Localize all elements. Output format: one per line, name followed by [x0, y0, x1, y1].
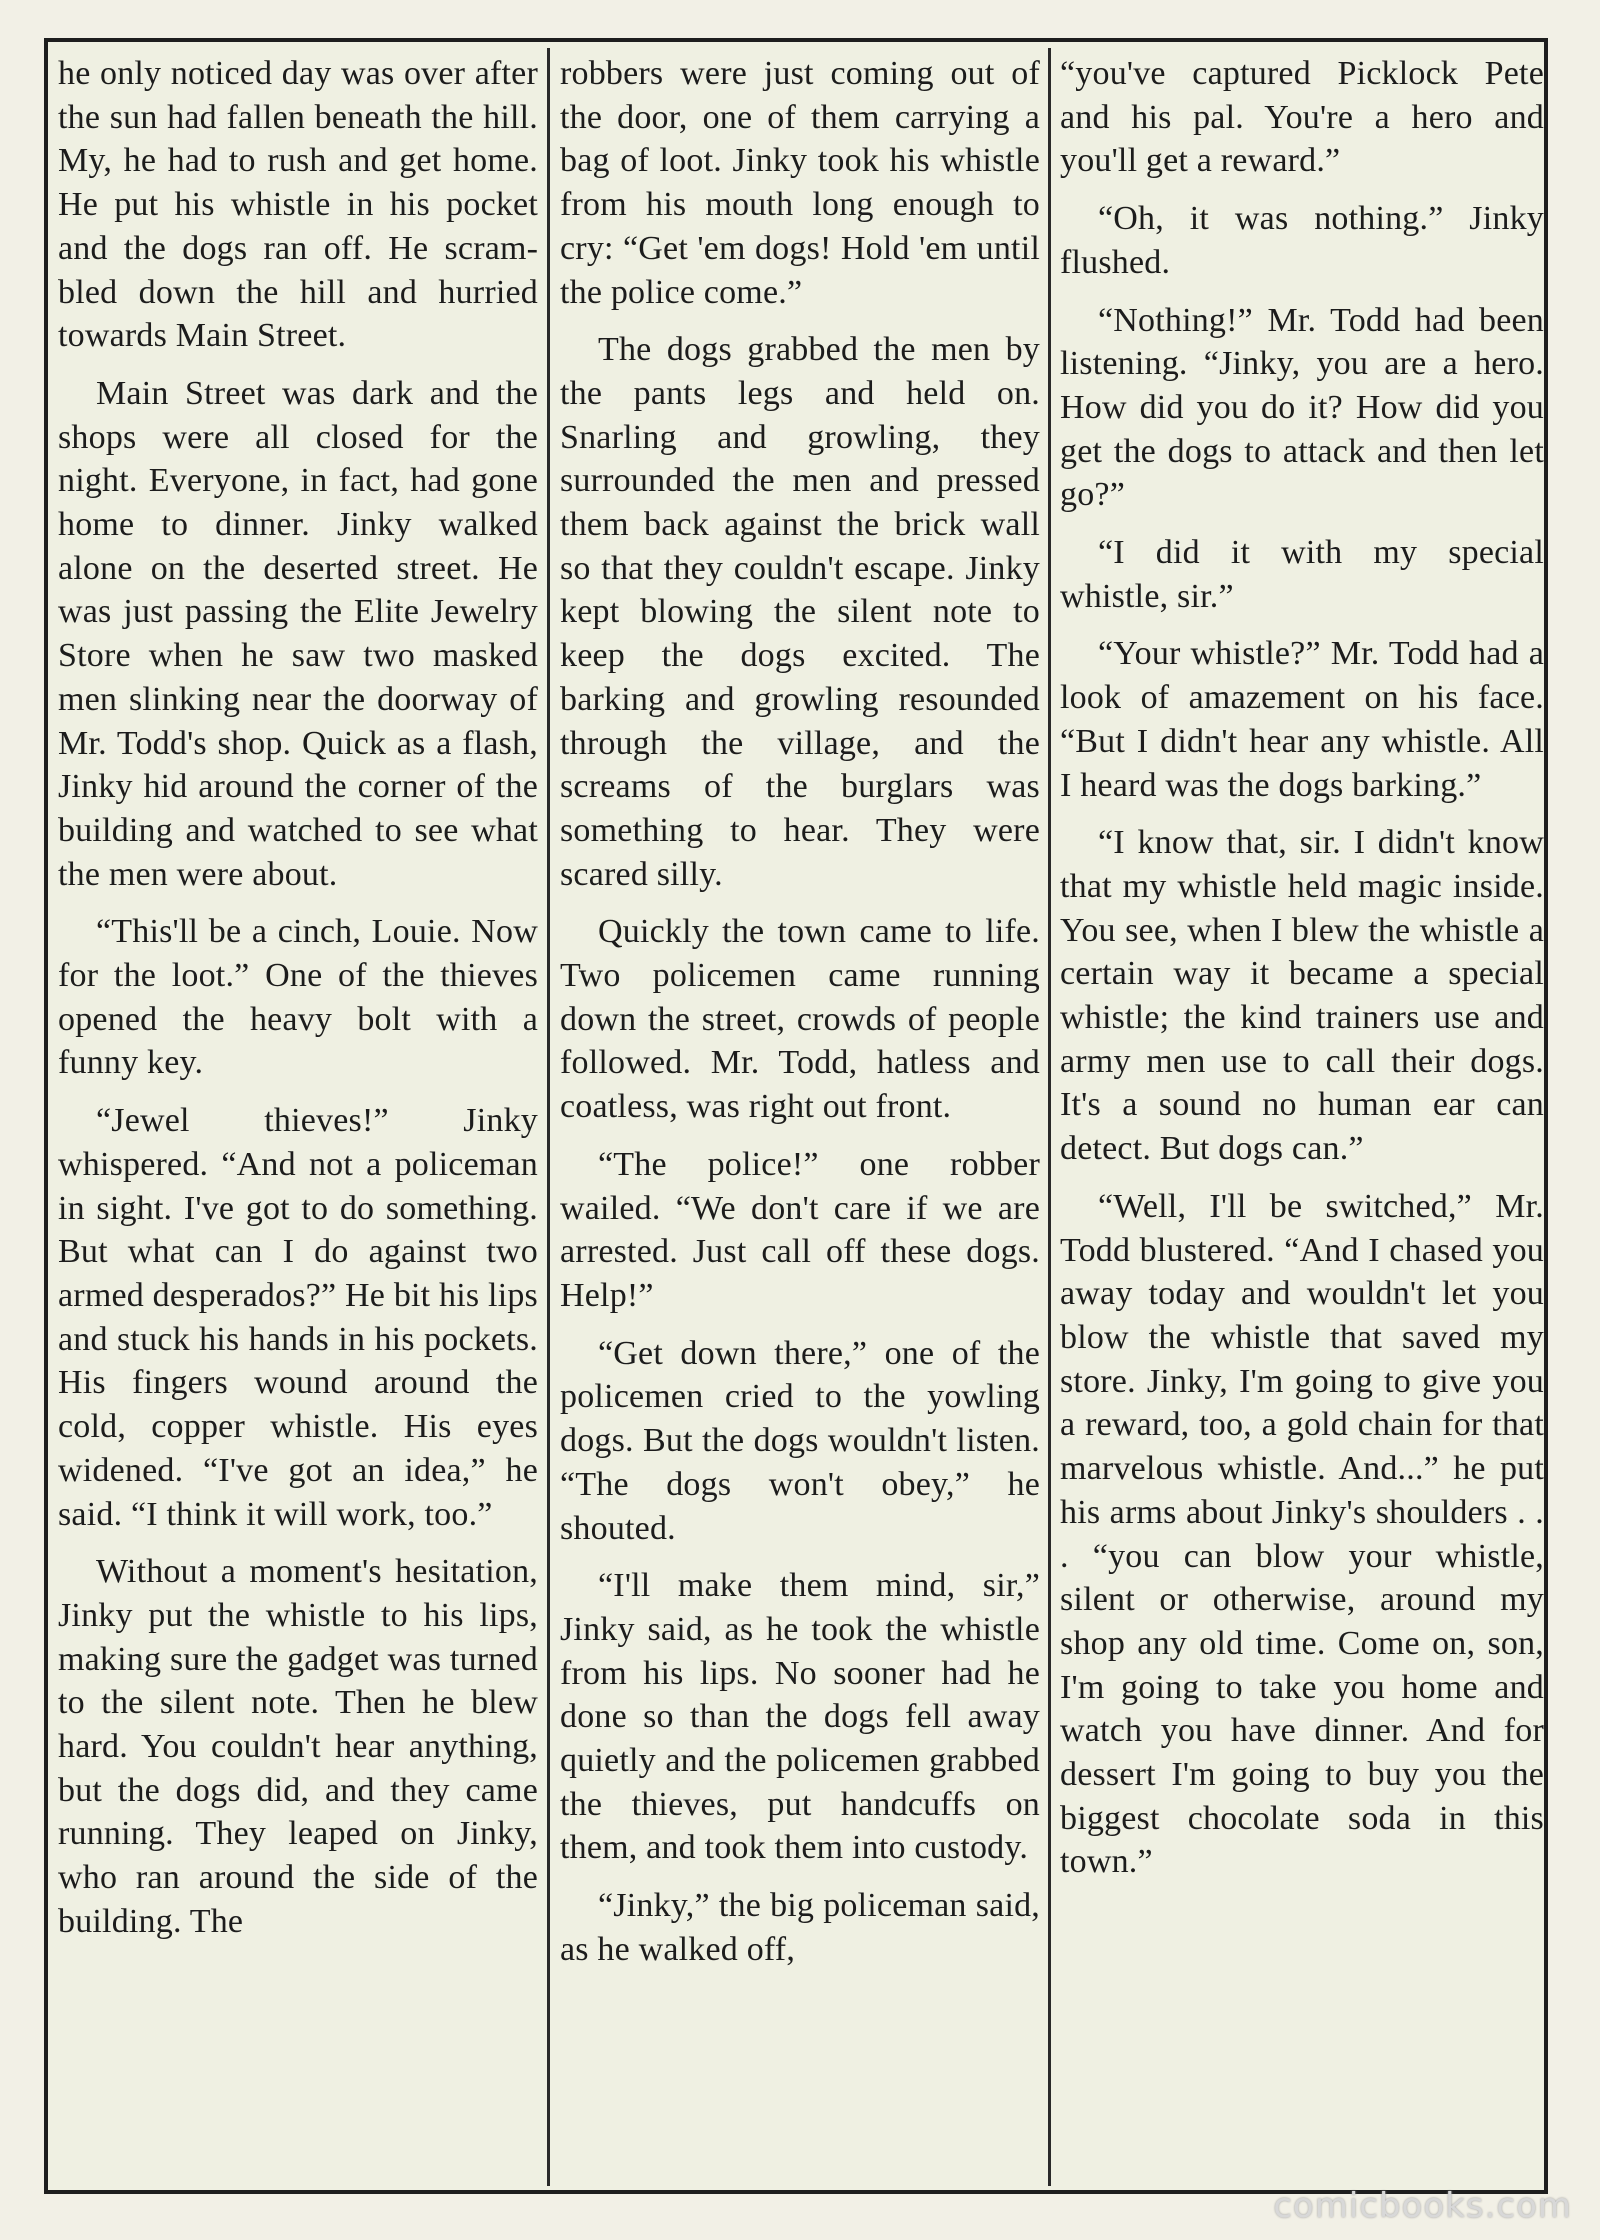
text-column-3	[1060, 52, 1544, 2182]
paragraph: he only noticed day was over after the sun had fallen beneath the hill. My, he had to rush and get home. He put his whistle in his pocket and the dogs ran off. He scrambled down the hill and hurried towards Main Street.	[58, 55, 538, 355]
text-column-2	[560, 52, 1040, 2182]
column-divider	[1048, 48, 1051, 2186]
site-watermark: comicbooks.com	[1273, 2186, 1572, 2226]
story-page	[44, 38, 1548, 2194]
column-divider	[547, 48, 550, 2186]
paragraph: “Your whistle?” Mr. Todd had a look of amazement on his face. “But I didn't hear any whistle. All I heard was the dogs barking.”	[1060, 635, 1544, 804]
paragraph: “Well, I'll be switched,” Mr. Todd blustered. “And I chased you away today and wouldn't let you blow the whistle that saved my store. Jinky, I'm going to give you a reward, too, a gold chain for that marvelous whistle. And...” he put his arms about Jinky's shoulders . . . “you can blow your whistle, silent or otherwise, around my shop any old time. Come on, son, I'm going to take you home and watch you have dinner. And for dessert I'm going to buy you the biggest chocolate soda in this town.”	[1060, 1187, 1544, 1881]
paragraph: “I'll make them mind, sir,” Jinky said, as he took the whistle from his lips. No sooner had he done so than the dogs fell away quietly and the policemen grabbed the thieves, put handcuffs on them, and took them into custody.	[560, 1567, 1040, 1867]
paragraph: Quickly the town came to life. Two policemen came running down the street, crowds of people followed. Mr. Todd, hatless and coatless, was right out front.	[560, 913, 1040, 1126]
text-column-1	[58, 52, 538, 2182]
paragraph: “Jinky,” the big policeman said, as he walked off,	[560, 1887, 1040, 1968]
paragraph: The dogs grabbed the men by the pants legs and held on. Snarling and growling, they surrounded the men and pressed them back against the brick wall so that they couldn't escape. Jinky kept blowing the silent note to keep the dogs excited. The barking and growling resounded through the village, and the screams of the burglars was something to hear. They were scared silly.	[560, 331, 1040, 893]
paragraph: “This'll be a cinch, Louie. Now for the loot.” One of the thieves opened the heavy bolt with a funny key.	[58, 913, 538, 1082]
paragraph: robbers were just coming out of the door, one of them carrying a bag of loot. Jinky took his whistle from his mouth long enough to cry: “Get 'em dogs! Hold 'em until the police come.”	[560, 55, 1040, 311]
paragraph: “Oh, it was nothing.” Jinky flushed.	[1060, 200, 1544, 281]
paragraph: “Jewel thieves!” Jinky whispered. “And not a policeman in sight. I've got to do something. But what can I do against two armed desperados?” He bit his lips and stuck his hands in his pockets. His fingers wound around the cold, copper whistle. His eyes widened. “I've got an idea,” he said. “I think it will work, too.”	[58, 1102, 538, 1533]
paragraph: Without a moment's hesitation, Jinky put the whistle to his lips, making sure the gadget was turned to the silent note. Then he blew hard. You couldn't hear anything, but the dogs did, and they came running. They leaped on Jinky, who ran around the side of the building. The	[58, 1553, 538, 1940]
paragraph: “Get down there,” one of the policemen cried to the yowling dogs. But the dogs wouldn't listen. “The dogs won't obey,” he shouted.	[560, 1334, 1040, 1547]
paragraph: “Nothing!” Mr. Todd had been listening. “Jinky, you are a hero. How did you do it? How did you get the dogs to attack and then let go?”	[1060, 301, 1544, 514]
paragraph: “I know that, sir. I didn't know that my whistle held magic inside. You see, when I blew the whistle a certain way it became a special whistle; the kind trainers use and army men use to call their dogs. It's a sound no human ear can detect. But dogs can.”	[1060, 824, 1544, 1168]
paragraph: “The police!” one robber wailed. “We don't care if we are arrested. Just call off these dogs. Help!”	[560, 1145, 1040, 1314]
paragraph: “I did it with my special whistle, sir.”	[1060, 534, 1544, 615]
paragraph: “you've captured Picklock Pete and his pal. You're a hero and you'll get a reward.”	[1060, 55, 1544, 180]
paragraph: Main Street was dark and the shops were all closed for the night. Everyone, in fact, had gone home to dinner. Jinky walked alone on the deserted street. He was just passing the Elite Jewelry Store when he saw two masked men slinking near the doorway of Mr. Todd's shop. Quick as a flash, Jinky hid around the corner of the building and watched to see what the men were about.	[58, 374, 538, 893]
